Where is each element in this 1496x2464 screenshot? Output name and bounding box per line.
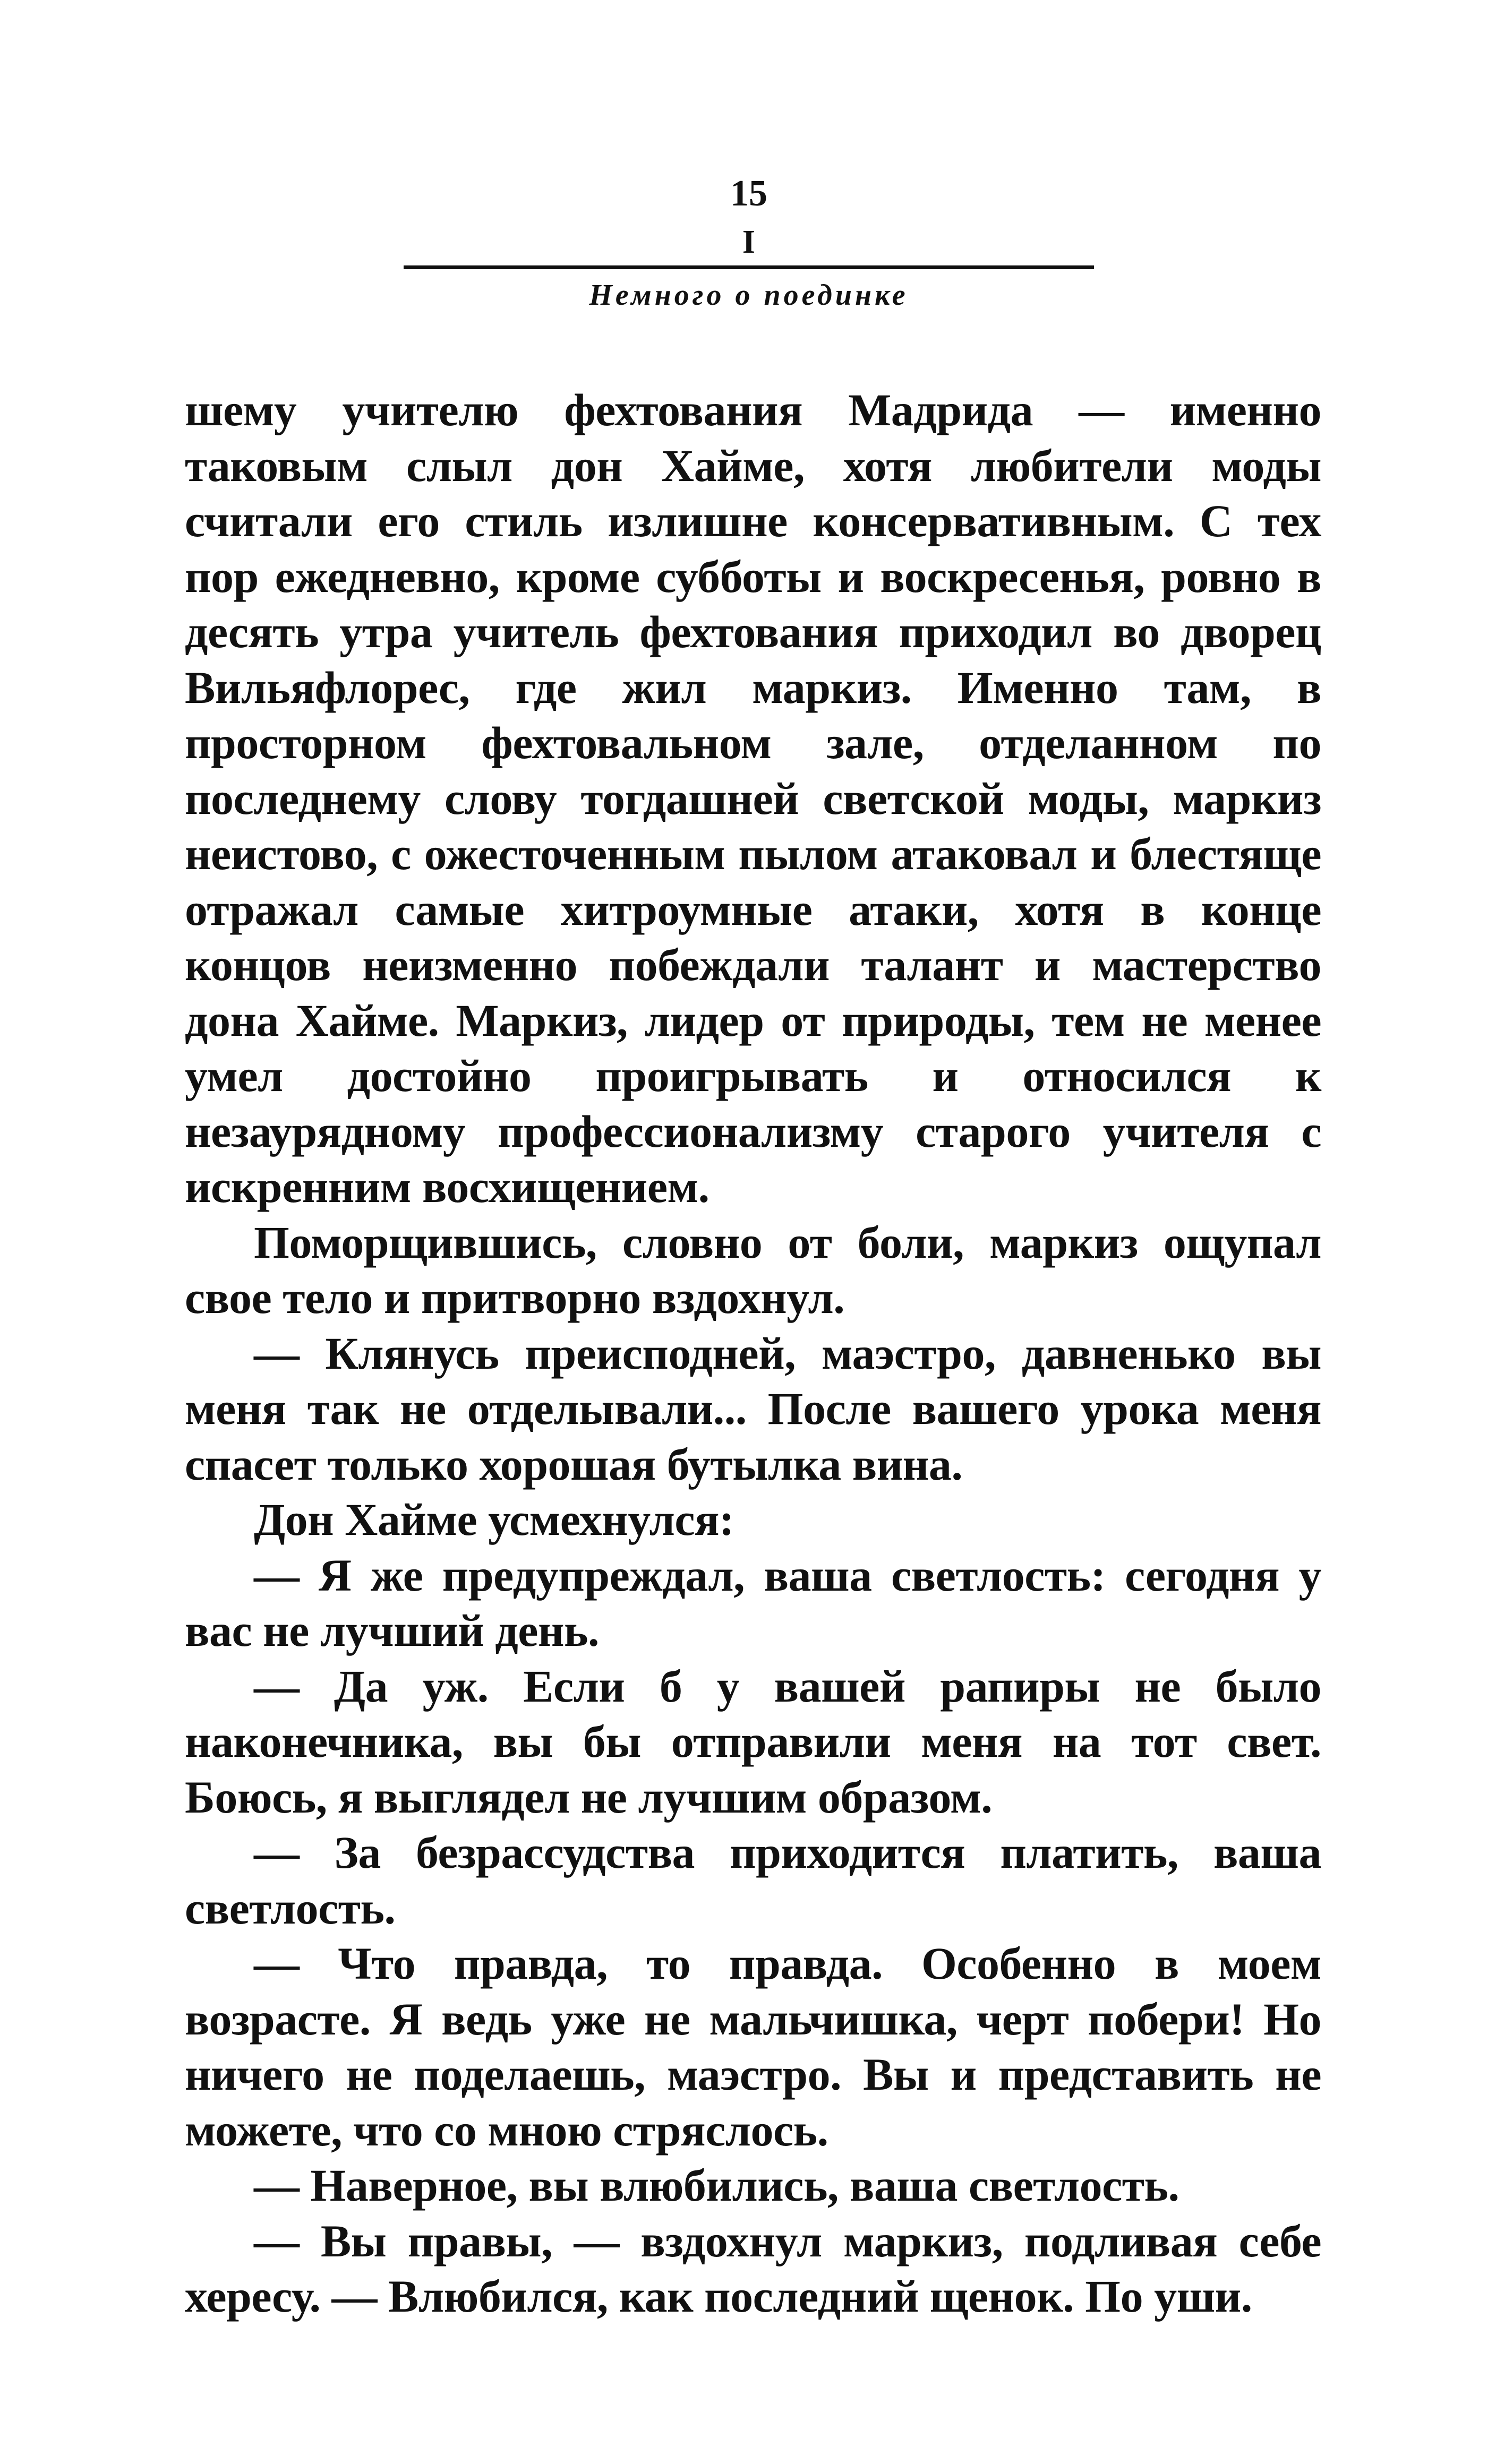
dialogue-line: — Наверное, вы влюбились, ваша светлость.	[254, 2160, 1179, 2211]
paragraph: Поморщившись, словно от боли, маркиз ощупал свое тело и притворно вздохнул.	[185, 1216, 1321, 1323]
dialogue-line: — Я же предупреждал, ваша светлость: сегодня у вас не лучший день.	[185, 1549, 1321, 1656]
dialogue-line: — Клянусь преисподней, маэстро, давненько вы меня так не отделывали... После вашего урока меня спасет только хорошая бутылка вина.	[185, 1327, 1321, 1490]
chapter-number: I	[742, 224, 756, 260]
page-number: 15	[730, 173, 767, 214]
paragraph: шему учителю фехтования Мадрида — именно таковым слыл дон Хайме, хотя любители моды считали его стиль излишне консервативным. С тех пор ежедневно, кроме субботы и воскресенья, ровно в десять утра учитель фехтования приходил во дворец Вильяфлорес, где жил маркиз. Именно там, в просторном фехтовальном зале, отделанном по последнему слову тогдашней светской моды, маркиз неистово, с ожесточенным пылом атаковал и блестяще отражал самые хитроумные атаки, хотя в конце концов неизменно побеждали талант и мастерство дона Хайме. Маркиз, лидер от природы, тем не менее умел достойно проигрывать и относился к незаурядному профессионализму старого учителя с искренним восхищением.	[185, 384, 1321, 1212]
chapter-title: Немного о поединке	[589, 279, 909, 312]
running-header	[404, 170, 1094, 316]
dialogue-line: — Что правда, то правда. Особенно в моем возрасте. Я ведь уже не мальчишка, черт побери! Но ничего не поделаешь, маэстро. Вы и представить не можете, что со мною стряслось.	[185, 1938, 1321, 2156]
dialogue-line: — За безрассудства приходится платить, ваша светлость.	[185, 1827, 1321, 1934]
body-text	[185, 382, 1321, 2324]
dialogue-line: — Вы правы, — вздохнул маркиз, подливая себе хересу. — Влюбился, как последний щенок. По уши.	[185, 2215, 1321, 2322]
header-rule	[404, 265, 1094, 269]
dialogue-line: — Да уж. Если б у вашей рапиры не было наконечника, вы бы отправили меня на тот свет. Боюсь, я выглядел не лучшим образом.	[185, 1660, 1321, 1823]
paragraph: Дон Хайме усмехнулся:	[254, 1494, 734, 1545]
